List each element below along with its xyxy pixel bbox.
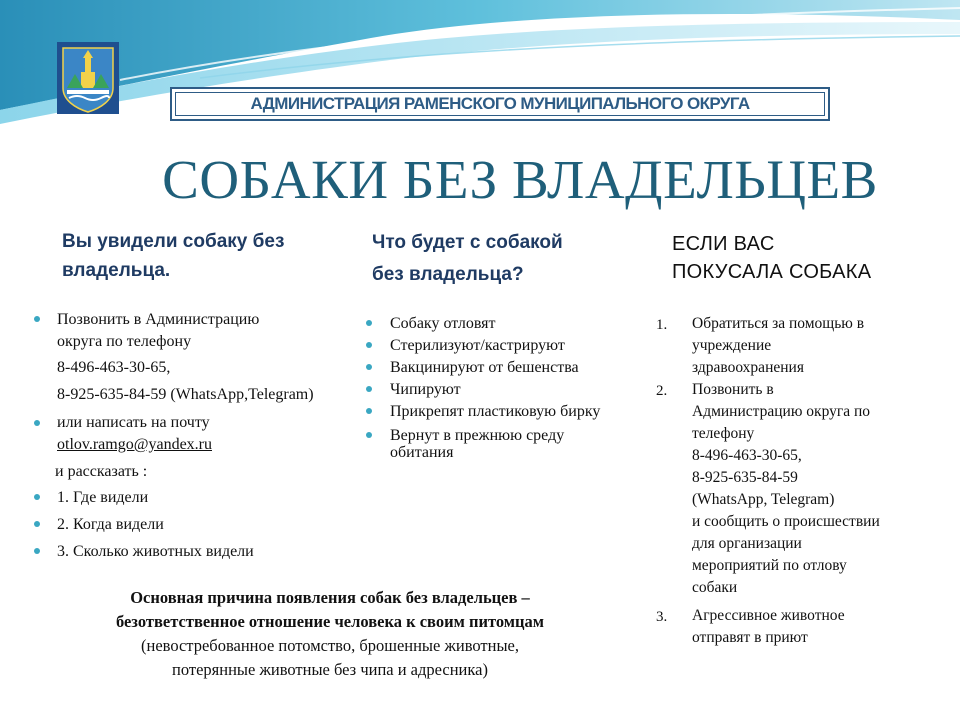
col1-heading	[62, 227, 284, 285]
coat-of-arms-icon	[57, 42, 119, 114]
list-item: Собаку отловят	[390, 315, 496, 332]
col3-line: Обратиться за помощью в	[692, 315, 865, 332]
bullet-icon	[34, 420, 40, 426]
email-link[interactable]: otlov.ramgo@yandex.ru	[57, 436, 212, 453]
col2-heading-line2: без владельца?	[372, 264, 524, 285]
list-item: Вернут в прежнюю среду	[390, 427, 565, 444]
col3-heading-line1: ЕСЛИ ВАС	[672, 233, 775, 255]
phone-2: 8-925-635-84-59 (WhatsApp,Telegram)	[57, 386, 314, 403]
list-item: Прикрепят пластиковую бирку	[390, 403, 601, 420]
bullet-icon	[34, 316, 40, 322]
col3-line: для организации	[692, 535, 802, 552]
bullet-icon	[366, 386, 372, 392]
bullet-icon	[366, 342, 372, 348]
col3-line: здравоохранения	[692, 359, 804, 376]
list-item: 2. Когда видели	[57, 516, 164, 533]
bullet-icon	[34, 494, 40, 500]
col1-heading-line1: Вы увидели собаку без	[62, 231, 285, 252]
col3-line: учреждение	[692, 337, 772, 354]
bullet-icon	[366, 432, 372, 438]
col2-heading	[372, 227, 563, 291]
list-item: Вакцинируют от бешенства	[390, 359, 579, 376]
bullet-icon	[366, 320, 372, 326]
col3-line: отправят в приют	[692, 629, 808, 646]
bullet-icon	[34, 548, 40, 554]
write-line: или написать на почту	[57, 414, 210, 431]
page-title: СОБАКИ БЕЗ ВЛАДЕЛЬЦЕВ	[162, 149, 878, 210]
col3-line: телефону	[692, 425, 755, 442]
col3-line: Агрессивное животное	[692, 607, 845, 624]
footer-line3: (невостребованное потомство, брошенные животные,	[141, 636, 519, 655]
col3-line: Позвонить в	[692, 381, 774, 398]
phone-1: 8-496-463-30-65,	[57, 359, 171, 376]
call-line1: Позвонить в Администрацию	[57, 311, 260, 328]
col3-heading	[672, 230, 871, 286]
col3-heading-line2: ПОКУСАЛА СОБАКА	[672, 261, 872, 283]
col3-line: и сообщить о происшествии	[692, 513, 880, 530]
col1-heading-line2: владельца.	[62, 260, 171, 281]
bullet-icon	[34, 521, 40, 527]
col3-line: Администрацию округа по	[692, 403, 871, 420]
bullet-icon	[366, 364, 372, 370]
list-item: Стерилизуют/кастрируют	[390, 337, 565, 354]
bullet-icon	[366, 408, 372, 414]
footer-line1: Основная причина появления собак без владельцев –	[130, 588, 530, 607]
list-item-continuation: обитания	[390, 444, 454, 461]
main-cause-note	[40, 586, 620, 682]
list-item: Чипируют	[390, 381, 461, 398]
list-item: 1. Где видели	[57, 489, 149, 506]
administration-banner	[170, 87, 830, 121]
col3-line: (WhatsApp, Telegram)	[692, 491, 835, 508]
col3-line: мероприятий по отлову	[692, 557, 847, 574]
col3-line: 8-496-463-30-65,	[692, 447, 802, 464]
col3-line: собаки	[692, 579, 738, 596]
call-line2: округа по телефону	[57, 333, 192, 350]
item-number: 3.	[656, 609, 668, 625]
col3-line: 8-925-635-84-59	[692, 469, 798, 486]
list-item: 3. Сколько животных видели	[57, 543, 254, 560]
tell-line: и рассказать :	[55, 463, 148, 480]
footer-line4: потерянные животные без чипа и адресника)	[172, 660, 488, 679]
administration-name: АДМИНИСТРАЦИЯ РАМЕНСКОГО МУНИЦИПАЛЬНОГО ОКРУГА	[250, 94, 750, 113]
item-number: 2.	[656, 383, 668, 399]
col2-heading-line1: Что будет с собакой	[372, 232, 563, 253]
footer-line2: безответственное отношение человека к своим питомцам	[115, 612, 545, 631]
item-number: 1.	[656, 317, 668, 333]
